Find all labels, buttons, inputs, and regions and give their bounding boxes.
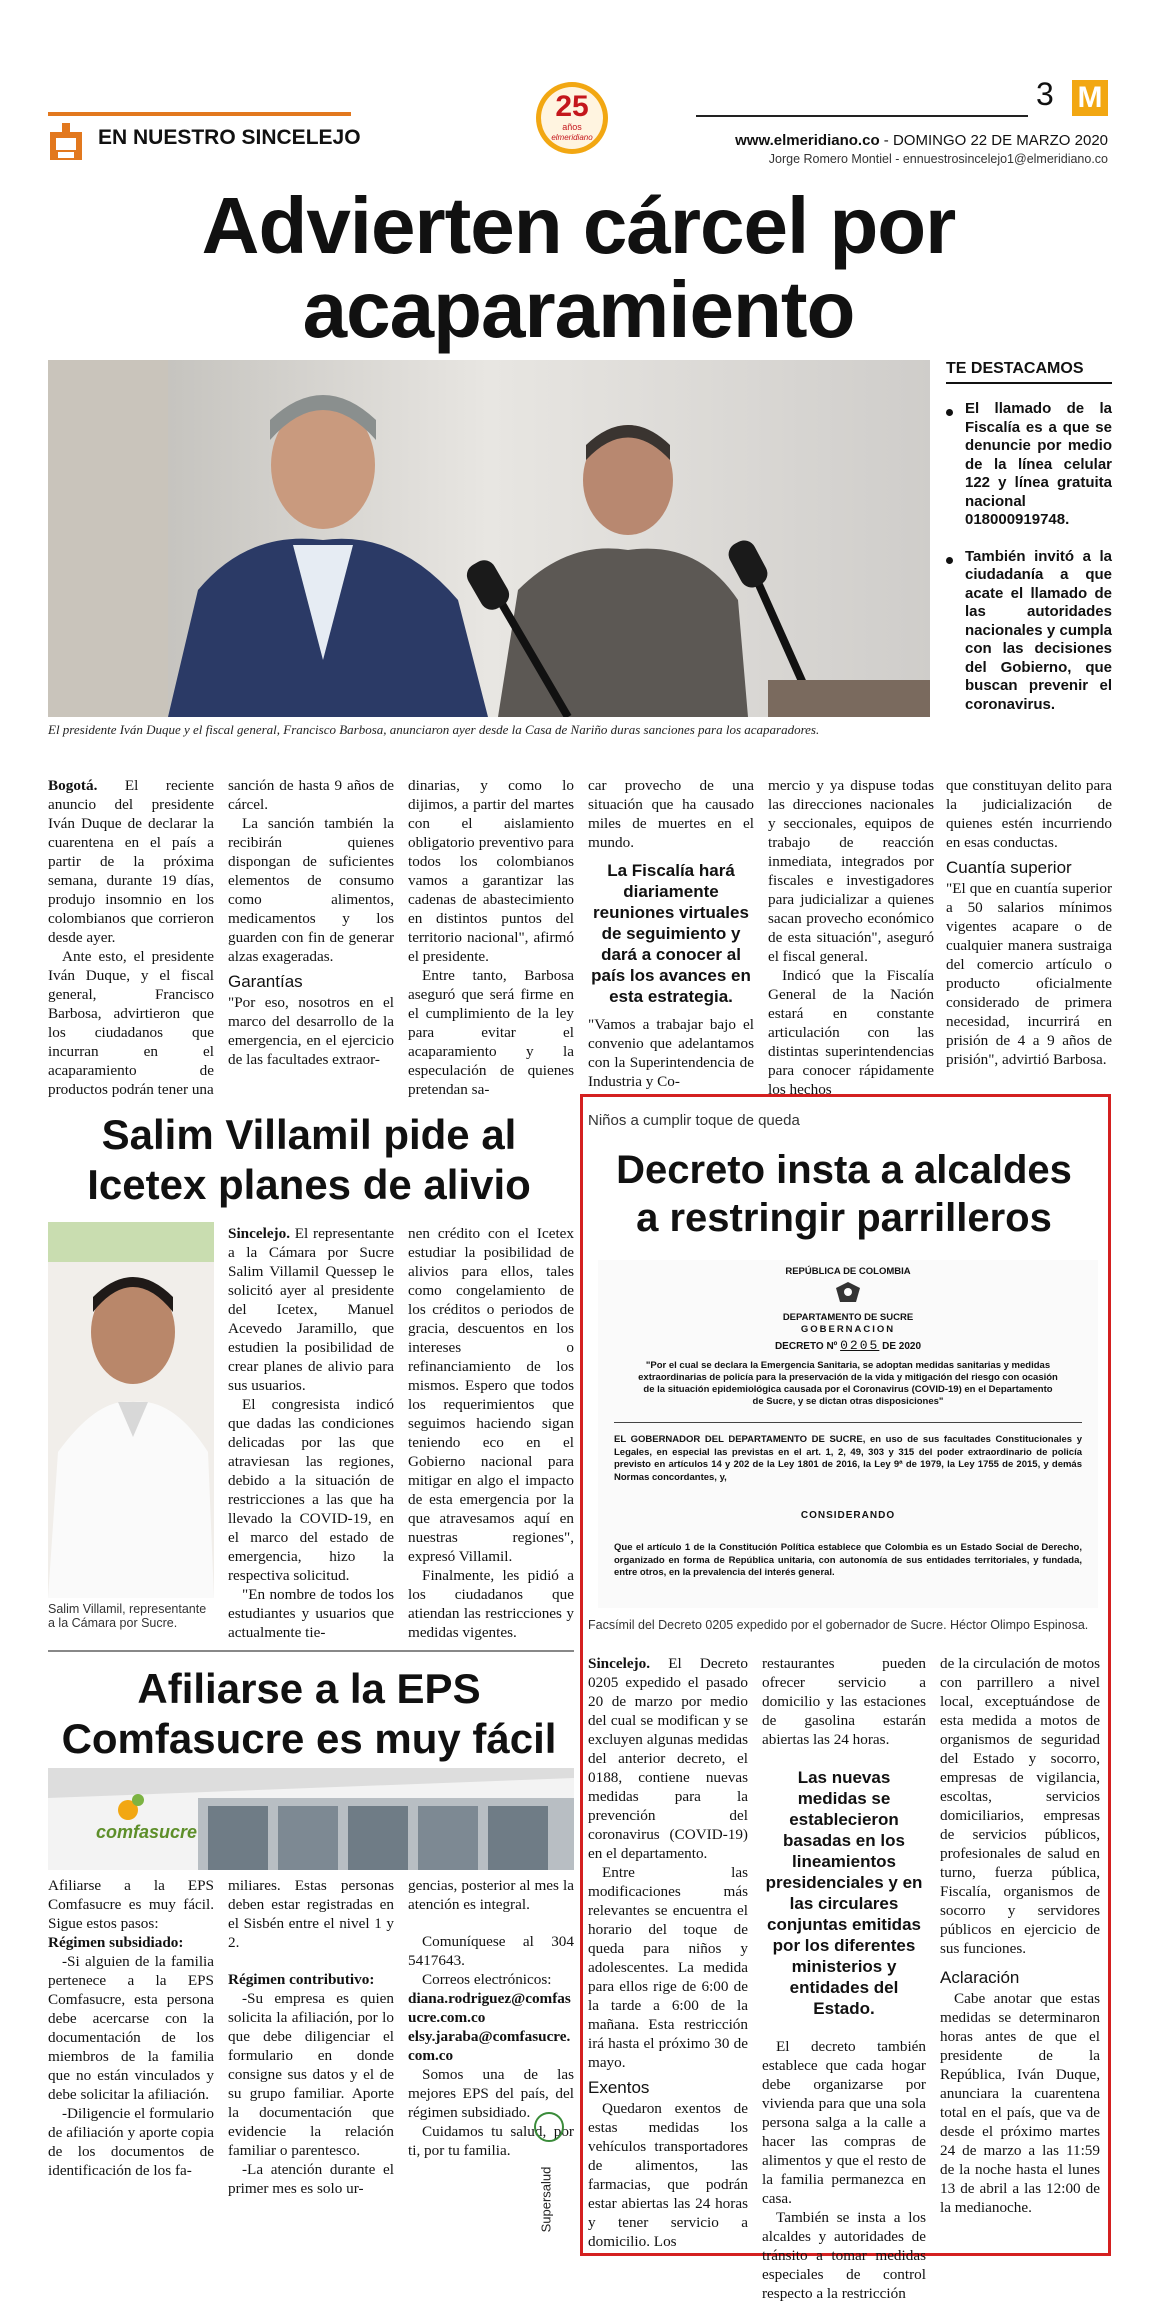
subheading: Exentos — [588, 2078, 650, 2097]
doc-governor — [614, 1434, 1082, 1484]
main-headline-line2: acaparamiento — [302, 265, 855, 354]
subheading: Garantías — [228, 972, 303, 991]
logo-word: años — [562, 122, 582, 132]
bullet-icon — [946, 557, 953, 564]
doc-summary: "Por el cual se declara la Emergencia Sanitaria, se adoptan medidas sanitarias y medidas extraordinarias de policía para la preservación de la vida y mitigación del riesgo con ocasión de la situación epidemiológica causada por el Coronavirus (COVID-19) en el Departamento de Sucre, y se dictan otras disposiciones" — [638, 1360, 1058, 1407]
paragraph: -Su empresa es quien solicita la afiliación, por lo que debe diligenciar el formulario en donde consigne sus datos y el de su grupo familiar. Aporte la documentación que evidencie la relación familiar o parentesco. — [228, 1990, 394, 2159]
paragraph: Afiliarse a la EPS Comfasucre es muy fácil. Sigue estos pasos: — [48, 1877, 214, 1932]
brand-logo — [1072, 80, 1108, 116]
decree-col-3 — [940, 1654, 1100, 2217]
decree-headline-line2: a restringir parrilleros — [636, 1196, 1052, 1240]
paragraph: sanción de hasta 9 años de cárcel. — [228, 777, 394, 813]
section-header — [48, 112, 361, 162]
subheading: Aclaración — [940, 1968, 1020, 1987]
dateline-lead: Bogotá. — [48, 777, 98, 794]
salim-headline-line1: Salim Villamil pide al — [101, 1111, 517, 1158]
section-title: EN NUESTRO SINCELEJO — [98, 126, 361, 149]
doc-considerando-text: Que el artículo 1 de la Constitución Política establece que Colombia es un Estado Social de Derecho, organizado en forma de República unitaria, con autonomía de sus entidades territoriales, y fundada, entre otros, en la prevalencia del interés general. — [614, 1542, 1082, 1578]
paragraph: Correos electrónicos: — [422, 1971, 552, 1988]
eps-headline-line1: Afiliarse a la EPS — [137, 1665, 481, 1712]
main-col-1 — [48, 776, 214, 1099]
paragraph: El representante a la Cámara por Sucre Salim Villamil Quessep le solicitó ayer al presidente del Icetex, Manuel Acevedo Jaramillo, que estudien la posibilidad de crear planes de alivio para sus usuarios. — [228, 1225, 394, 1394]
doc-considerando: CONSIDERANDO — [800, 1510, 896, 1521]
paragraph: "Por eso, nosotros en el marco del desarrollo de la emergencia, en el ejercicio de las facultades extraor- — [228, 994, 394, 1068]
decree-number: 0205 — [840, 1338, 880, 1353]
doc-gob: GOBERNACION — [800, 1324, 896, 1335]
issue-date: - DOMINGO 22 DE MARZO 2020 — [883, 132, 1108, 149]
eps-col-2 — [228, 1876, 394, 2198]
paragraph: Ante esto, el presidente Iván Duque, y el fiscal general, Francisco Barbosa, advirtieron que los ciudadanos que incurran en el acaparamiento de productos podrán tener una — [48, 948, 214, 1098]
paragraph: mercio y ya dispuse todas las direcciones nacionales y seccionales, equipos de trabajo de reacción inmediata, integrados por fiscales e investigadores para judicializar a quienes sacan provecho económico de esta situación", aseguró el fiscal general. — [768, 777, 934, 965]
decree-headline — [584, 1146, 1104, 1242]
highlight-item — [946, 400, 1112, 530]
paragraph: Cuidamos tu salud, por ti, por tu familia. — [408, 2123, 574, 2159]
paragraph: -La atención durante el primer mes es solo ur- — [228, 2161, 394, 2197]
main-col-3 — [408, 776, 574, 1099]
main-headline — [40, 181, 1117, 354]
paragraph: Entre tanto, Barbosa aseguró que será firme en el cumplimiento de la ley para evitar el acaparamiento y la especulación de quienes pretendan sa- — [408, 967, 574, 1098]
seal-icon — [534, 2112, 564, 2142]
paragraph: Indicó que la Fiscalía General de la Nación estará en constante articulación con las distintas superintendencias para conocer rápidamente los hechos — [768, 967, 934, 1098]
highlight-item — [946, 548, 1112, 715]
paragraph: Entre las modificaciones más relevantes se encuentra el horario del toque de queda para niños y adolescentes. La medida para ellos rige de 6:00 de la tarde a 6:00 de la mañana. Esta restricción irá hasta el próximo 30 de mayo. — [588, 1864, 748, 2071]
paragraph: El Decreto 0205 expedido el pasado 20 de marzo por medio del cual se modifican y se excluyen algunas medidas del anterior decreto, el 0188, contiene nuevas medidas para la prevención del coronavirus (COVID-19) en el departamento. — [588, 1655, 748, 1862]
coat-of-arms-icon — [834, 1282, 862, 1304]
salim-col-1 — [228, 1224, 394, 1642]
dateline-lead: Sincelejo. — [228, 1225, 291, 1242]
tower-icon — [48, 122, 84, 162]
brand-letter: M — [1077, 81, 1103, 114]
main-photo — [48, 360, 930, 717]
main-headline-line1: Advierten cárcel por — [201, 181, 956, 270]
logo-sub: elmeridiano — [551, 133, 593, 142]
doc-governor-text: en uso de sus facultades Constitucionales y Legales, en especial las previstas en el art. 1, 2, 49, 303 y 315 del poder extraordinario de policía previsto en artículos 14 y 202 de la Ley 1801 de 2016, la Ley 9ª de 1979, la Ley 1755 de 2015, y demás Normas concordantes, y, — [614, 1434, 1082, 1483]
eps-headline-line2: Comfasucre es muy fácil — [61, 1715, 557, 1762]
masthead-rule — [696, 115, 1028, 117]
main-photo-caption: El presidente Iván Duque y el fiscal general, Francisco Barbosa, anunciaron ayer desde la Casa de Nariño duras sanciones para los acaparadores. — [48, 722, 820, 737]
highlights-title: TE DESTACAMOS — [946, 360, 1112, 384]
decree-col-2 — [762, 1654, 926, 2303]
eps-photo — [48, 1768, 574, 1870]
paragraph: "En nombre de todos los estudiantes y usuarios que actualmente tie- — [228, 1586, 394, 1641]
paragraph: Somos una de las mejores EPS del país, del régimen subsidiado. — [408, 2066, 574, 2121]
highlight-text: El llamado de la Fiscalía es a que se denuncie por medio de la línea celular 122 y línea gratuita nacional 018000919748. — [965, 400, 1112, 528]
highlights-box — [946, 360, 1112, 732]
paragraph: Finalmente, les pidió a los ciudadanos que atiendan las restricciones y medidas vigentes. — [408, 1567, 574, 1641]
pull-quote: Las nuevas medidas se establecieron basadas en los lineamientos presidenciales y en las circulares conjuntas emitidas por los diferentes ministerios y entidades del Estado. — [765, 1768, 923, 2018]
paragraph: El congresista indicó que dadas las condiciones delicadas por las que atraviesan las regiones, debido a la situación de restricciones a las que ha llevado la COVID-19, en el marco del estado de emergencia, hizo la respectiva solicitud. — [228, 1396, 394, 1584]
site-url: www.elmeridiano.co — [735, 132, 880, 149]
email-link[interactable]: diana.rodriguez@comfasucre.com.co — [408, 1990, 571, 2026]
salim-photo — [48, 1222, 214, 1598]
dateline-lead: Sincelejo. — [588, 1655, 651, 1672]
paragraph: -Si alguien de la familia pertenece a la EPS Comfasucre, esta persona debe acercarse con la documentación de los miembros de la familia que no están vinculados y debe solicitar la afiliación. — [48, 1953, 214, 2103]
paragraph: restaurantes pueden ofrecer servicio a domicilio y las estaciones de gasolina estarán abiertas las 24 horas. — [762, 1655, 926, 1748]
decree-facsimile — [598, 1260, 1098, 1608]
seal-text: Supersalud — [538, 2166, 554, 2233]
paragraph: nen crédito con el Icetex estudiar la posibilidad de alivios para ellos, tales como congelamiento de los créditos o periodos de gracia, descuentos en los intereses o refinanciamiento de los mismos. Espero que todos los requerimientos que seguimos haciendo sigan teniendo eco en el Gobierno nacional para mitigar en algo el impacto de esta emergencia por la que atravesamos aquí en nuestras regiones", expresó Villamil. — [408, 1225, 574, 1565]
paragraph: que constituyan delito para la judicialización de quienes estén incurriendo en esas conductas. — [946, 777, 1112, 851]
paragraph: dinarias, y como lo dijimos, a partir del martes con el aislamiento obligatorio preventivo para todos los colombianos vamos a garantizar las cadenas de abastecimiento en distintos puntos del territorio nacional", afirmó el presidente. — [408, 777, 574, 965]
doc-rule — [614, 1422, 1082, 1423]
paragraph: -Diligencie el formulario de afiliación y aporte copia de los documentos de identificación de los fa- — [48, 2105, 214, 2179]
subheading: Régimen subsidiado: — [48, 1934, 184, 1951]
supersalud-seal — [526, 2112, 566, 2262]
subheading: Régimen contributivo: — [228, 1971, 375, 1988]
paragraph: "El que en cuantía superior a 50 salarios mínimos vigentes acapare o de cualquier manera sustraiga del comercio artículo o producto oficialmente considerado de primera necesidad, incurrirá en prisión de 4 a 9 años de prisión", advirtió Barbosa. — [946, 880, 1112, 1068]
paragraph: car provecho de una situación que ha causado miles de muertes en el mundo. — [588, 777, 754, 851]
paragraph: "Vamos a trabajar bajo el convenio que adelantamos con la Superintendencia de Industria y Co- — [588, 1016, 754, 1090]
eps-col-1 — [48, 1876, 214, 2180]
salim-photo-caption: Salim Villamil, representante a la Cámara por Sucre. — [48, 1602, 207, 1630]
paragraph: gencias, posterior al mes la atención es integral. — [408, 1877, 574, 1913]
highlight-text: También invitó a la ciudadanía a que acate el llamado de las autoridades nacionales y cumpla con las decisiones del Gobierno, que buscan prevenir el coronavirus. — [965, 547, 1112, 713]
paragraph: Cabe anotar que estas medidas se determinaron horas antes de que el presidente de la República, Iván Duque, anunciara la cuarentena total en el país, que va de desde el próximo martes 24 de marzo a las 11:59 de la noche hasta el lunes 13 de abril a las 12:00 de la medianoche. — [940, 1990, 1100, 2216]
doc-republic: REPÚBLICA DE COLOMBIA — [785, 1266, 911, 1277]
doc-dept: DEPARTAMENTO DE SUCRE — [782, 1312, 914, 1323]
paragraph: El decreto también establece que cada hogar debe organizarse por vivienda para que una sola persona salga a la calle a hacer las compras de alimentos y que el resto de la familia permanezca en casa. — [762, 2038, 926, 2207]
subheading: Cuantía superior — [946, 858, 1072, 877]
paragraph: miliares. Estas personas deben estar registradas en el Sisbén entre el nivel 1 y 2. — [228, 1877, 394, 1951]
decree-kicker: Niños a cumplir toque de queda — [588, 1112, 800, 1129]
byline: Jorge Romero Montiel - ennuestrosincelejo1@elmeridiano.co — [768, 152, 1108, 166]
main-col-5 — [768, 776, 934, 1099]
main-col-4 — [588, 776, 754, 1091]
main-col-2 — [228, 776, 394, 1069]
paragraph: También se insta a los alcaldes y autoridades de tránsito a tomar medidas especiales de control respecto a la restricción — [762, 2209, 926, 2302]
paragraph: de la circulación de motos con parrillero a nivel local, exceptuándose de esta medida a motos de organismos de seguridad del Estado y socorro, empresas de vigilancia, escoltas, servicios domiciliarios, empresas de servicios públicos, profesionales de salud en turno, fuerza pública, Fiscalía, organismos de socorro y servidores públicos en ejercicio de sus funciones. — [940, 1655, 1100, 1957]
paragraph: Quedaron exentos de estas medidas los vehículos transportadores de alimentos, las farmacias, que podrán estar abiertas las 24 horas y tener servicio a domicilio. Los — [588, 2100, 748, 2250]
email-link[interactable]: elsy.jaraba@comfasucre.com.co — [408, 2028, 571, 2064]
salim-col-2 — [408, 1224, 574, 1642]
anniversary-logo — [534, 80, 610, 156]
decree-headline-line1: Decreto insta a alcaldes — [616, 1148, 1072, 1192]
doc-decree-line — [598, 1338, 1098, 1353]
doc-governor-lead: EL GOBERNADOR DEL DEPARTAMENTO DE SUCRE, — [614, 1434, 866, 1445]
main-col-6 — [946, 776, 1112, 1069]
paragraph: La sanción también la recibirán quienes dispongan de suficientes elementos de consumo como alimentos, medicamentos y los guarden con fin de generar alzas exageradas. — [228, 815, 394, 965]
page-number: 3 — [1036, 76, 1054, 112]
decree-col-1 — [588, 1654, 748, 2251]
section-rule — [48, 112, 351, 116]
decree-year: DE 2020 — [882, 1341, 922, 1352]
decree-label: DECRETO Nº — [774, 1341, 838, 1352]
logo-number: 25 — [555, 90, 589, 123]
paragraph: Comuníquese al 304 5417643. — [408, 1933, 574, 1969]
bullet-icon — [946, 409, 953, 416]
paragraph: El reciente anuncio del presidente Iván Duque de declarar la cuarentena en el país a partir de la próxima semana, durante 19 días, produjo insomnio en los colombianos que corrieron desde ayer. — [48, 777, 214, 946]
salim-headline — [44, 1110, 574, 1210]
section-divider — [48, 1650, 574, 1652]
dateline — [698, 132, 1108, 149]
salim-headline-line2: Icetex planes de alivio — [87, 1161, 531, 1208]
decree-caption: Facsímil del Decreto 0205 expedido por el gobernador de Sucre. Héctor Olimpo Espinosa. — [588, 1618, 1089, 1632]
pull-quote: La Fiscalía hará diariamente reuniones virtuales de seguimiento y dará a conocer al país los avances en esta estrategia. — [591, 861, 751, 1006]
comfasucre-logo: comfasucre — [96, 1822, 198, 1842]
eps-headline — [44, 1664, 574, 1764]
